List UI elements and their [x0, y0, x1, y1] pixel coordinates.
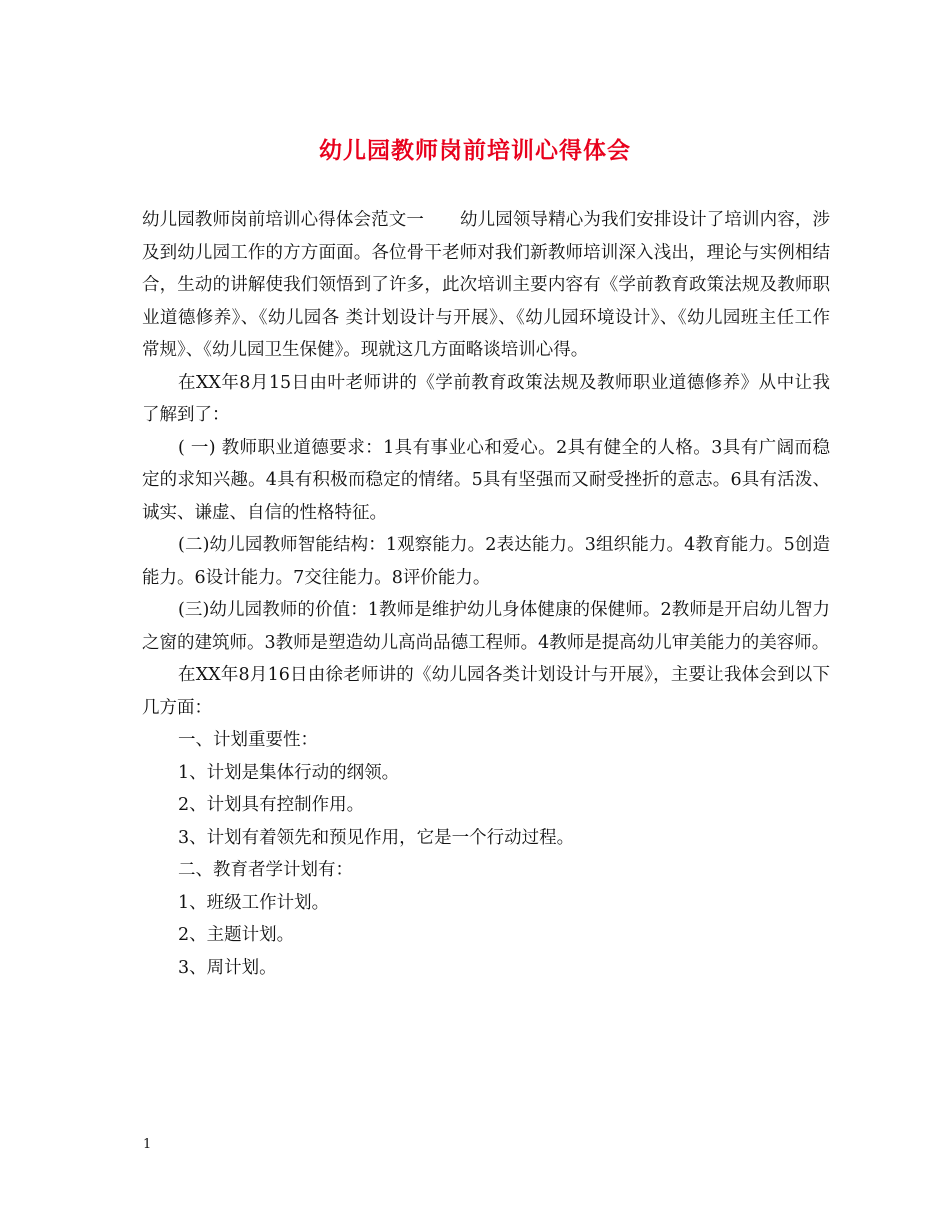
list-heading-1: 一、计划重要性： [178, 730, 318, 750]
paragraph-4: (三)幼儿园教师的价值：1教师是维护幼儿身体健康的保健师。2教师是开启幼儿智力之窗的建筑师。3教师是塑造幼儿高尚品德工程师。4教师是提高幼儿审美能力的美容师。 [142, 600, 830, 653]
paragraph-2: ( 一) 教师职业道德要求：1具有事业心和爱心。2具有健全的人格。3具有广阔而稳定的求知兴趣。4具有积极而稳定的情绪。5具有坚强而又耐受挫折的意志。6具有活泼、诚实、谦虚、自信的性格特征。 [142, 437, 830, 523]
page-number: 1 [143, 1137, 152, 1152]
list-item-5: 2、主题计划。 [178, 925, 295, 945]
list-item-1: 1、计划是集体行动的纲领。 [178, 762, 400, 783]
document-body [142, 204, 830, 984]
intro-paragraph [142, 204, 830, 367]
list-item-6: 3、周计划。 [178, 957, 277, 978]
paragraph-5: 在XX年8月16日由徐老师讲的《幼儿园各类计划设计与开展》，主要让我体会到以下几方面： [142, 665, 830, 718]
paragraph-1: 在XX年8月15日由叶老师讲的《学前教育政策法规及教师职业道德修养》从中让我了解到了： [142, 372, 830, 425]
list-item-3: 3、计划有着领先和预见作用，它是一个行动过程。 [178, 827, 575, 848]
list-heading-2: 二、教育者学计划有： [178, 860, 353, 880]
paragraph-3: (二)幼儿园教师智能结构：1观察能力。2表达能力。3组织能力。4教育能力。5创造能力。6设计能力。7交往能力。8评价能力。 [142, 535, 830, 588]
document-title: 幼儿园教师岗前培训心得体会 [319, 137, 631, 164]
intro-text: 幼儿园领导精心为我们安排设计了培训内容，涉及到幼儿园工作的方方面面。各位骨干老师对我们新教师培训深入浅出，理论与实例相结合，生动的讲解使我们领悟到了许多，此次培训主要内容有《学前教育政策法规及教师职业道德修养》、《幼儿园各 类计划设计与开展》、《幼儿园环境设计》、《幼儿园班主任工作常规》、《幼儿园卫生保健》。现就这几方面略谈培训心得。 [142, 210, 830, 360]
intro-lead: 幼儿园教师岗前培训心得体会范文一 [142, 210, 424, 230]
list-item-2: 2、计划具有控制作用。 [178, 795, 365, 815]
list-item-4: 1、班级工作计划。 [178, 892, 330, 913]
